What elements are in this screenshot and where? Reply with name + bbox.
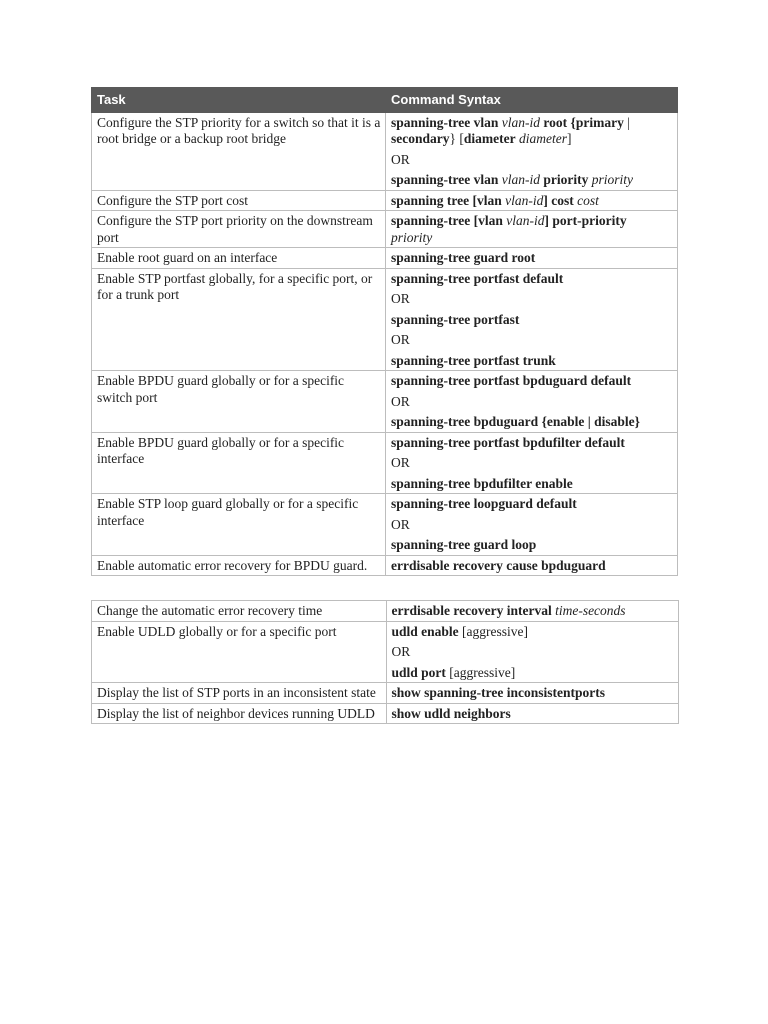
command-cell: show spanning-tree inconsistentports (386, 683, 679, 704)
cmd-text: spanning-tree vlan (391, 114, 502, 130)
table-row (92, 248, 678, 269)
command-cell: spanning-tree guard root (386, 248, 678, 269)
or-label: OR (391, 291, 410, 306)
cmd-text: diameter (463, 131, 516, 146)
cmd-text: spanning-tree guard loop (391, 537, 537, 552)
or-label: OR (391, 455, 410, 470)
cmd-text: priority (540, 172, 592, 187)
cmd-text: spanning-tree portfast trunk (391, 352, 556, 368)
cmd-text: spanning tree [ (391, 192, 478, 208)
or-label: OR (391, 151, 410, 167)
cmd-text: spanning-tree bpduguard (391, 414, 542, 429)
cmd-text: | (623, 114, 630, 130)
task-cell: Display the list of STP ports in an inconsistent state (92, 683, 387, 704)
task-cell: Enable BPDU guard globally or for a specific switch port (92, 371, 386, 433)
command-cell: show udld neighbors (386, 703, 679, 724)
or-label: OR (391, 393, 410, 409)
cmd-arg: cost (577, 192, 599, 208)
cmd-text: secondary (391, 131, 450, 146)
task-cell: Enable root guard on an interface (92, 248, 386, 269)
table-row (92, 432, 678, 494)
cmd-text: errdisable recovery interval (391, 603, 556, 618)
task-cell: Enable STP loop guard globally or for a specific interface (92, 494, 386, 556)
or-label: OR (391, 332, 410, 347)
task-cell: Configure the STP priority for a switch so that it is a root bridge or a backup root bridge (92, 112, 386, 190)
cmd-text: spanning-tree portfast (391, 311, 520, 327)
cmd-text: } [ (449, 131, 464, 146)
table-row (92, 703, 679, 724)
table-row (92, 601, 679, 622)
command-cell (386, 432, 678, 494)
table-row (92, 555, 678, 576)
table-header-row (92, 88, 678, 113)
cmd-text: spanning-tree portfast bpdufilter default (391, 434, 625, 450)
task-cell: Change the automatic error recovery time (92, 601, 387, 622)
command-cell (386, 211, 678, 248)
task-cell: Display the list of neighbor devices running UDLD (92, 703, 387, 724)
cmd-text: root { (540, 114, 576, 130)
command-cell: errdisable recovery cause bpduguard (386, 555, 678, 576)
cmd-text: [aggressive] (449, 664, 516, 680)
task-cell: Configure the STP port cost (92, 190, 386, 211)
cmd-text: vlan (478, 213, 507, 228)
command-cell (386, 601, 679, 622)
command-cell (386, 112, 678, 190)
command-cell (386, 268, 678, 371)
cmd-arg: time-seconds (555, 603, 626, 618)
cmd-text: primary (575, 114, 624, 130)
command-cell (386, 621, 679, 683)
cmd-text: spanning-tree portfast bpduguard default (391, 373, 632, 388)
table-row (92, 371, 678, 433)
table-row (92, 112, 678, 190)
table-row (92, 621, 679, 683)
command-cell (386, 494, 678, 556)
cmd-text: spanning-tree [ (391, 213, 479, 228)
task-cell: Enable UDLD globally or for a specific port (92, 621, 387, 683)
command-cell (386, 371, 678, 433)
table-row (92, 190, 678, 211)
cmd-text: [aggressive] (462, 623, 529, 639)
cmd-arg: diameter (515, 131, 567, 146)
task-cell: Configure the STP port priority on the downstream port (92, 211, 386, 248)
cmd-text: ] (566, 131, 572, 146)
cmd-text: spanning-tree bpdufilter enable (391, 475, 573, 491)
cmd-arg: priority (391, 229, 433, 245)
or-label: OR (391, 644, 411, 659)
task-cell: Enable automatic error recovery for BPDU guard. (92, 555, 386, 576)
cmd-text: udld enable (391, 623, 463, 639)
table-row (92, 211, 678, 248)
cmd-arg: vlan-id (505, 192, 544, 208)
task-column-header: Task (92, 88, 386, 113)
cmd-text: spanning-tree portfast default (391, 270, 564, 286)
cmd-arg: priority (591, 172, 634, 187)
task-cell: Enable BPDU guard globally or for a specific interface (92, 432, 386, 494)
command-cell (386, 190, 678, 211)
cmd-text: ] cost (543, 192, 578, 208)
cmd-text: ] port-priority (544, 213, 627, 228)
cmd-arg: vlan-id (501, 114, 541, 130)
table-row (92, 683, 679, 704)
cmd-text: vlan (477, 192, 506, 208)
table-row (92, 268, 678, 371)
cmd-text: udld port (391, 664, 450, 680)
cmd-text: spanning-tree vlan (391, 172, 502, 187)
cmd-arg: vlan-id (501, 172, 541, 187)
or-label: OR (391, 516, 410, 532)
table-row (92, 494, 678, 556)
command-table (91, 87, 678, 576)
task-cell: Enable STP portfast globally, for a specific port, or for a trunk port (92, 268, 386, 371)
command-table-continued (91, 600, 679, 724)
command-column-header: Command Syntax (386, 88, 678, 113)
cmd-text: spanning-tree loopguard default (391, 496, 577, 511)
cmd-text: {enable | disable} (541, 414, 640, 429)
cmd-arg: vlan-id (506, 213, 545, 228)
